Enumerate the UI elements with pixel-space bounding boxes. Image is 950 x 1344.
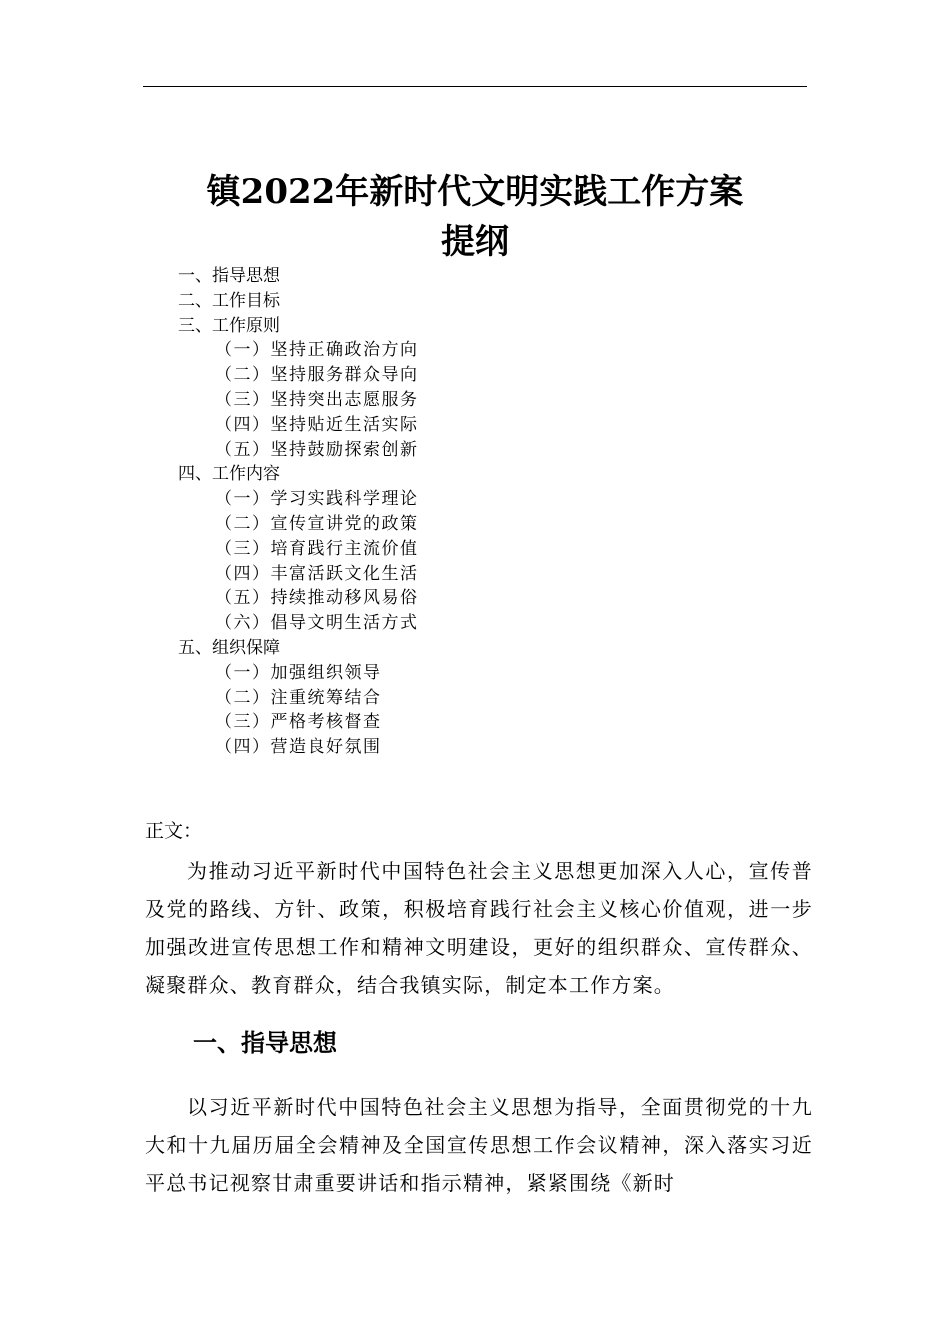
outline-heading: 五、组织保障 [178, 638, 280, 658]
outline-subitem: （二）宣传宣讲党的政策 [215, 514, 419, 534]
outline-subitem: （一）加强组织领导 [215, 662, 382, 683]
outline-subitem: （五）坚持鼓励探索创新 [215, 439, 419, 460]
document-title: 镇2022年新时代文明实践工作方案 [206, 172, 744, 212]
document-subtitle: 提纲 [441, 222, 509, 262]
outline-subitem: （二）注重统筹结合 [215, 687, 382, 708]
outline-subitem: （三）培育践行主流价值 [215, 538, 419, 559]
outline-subitem: （二）坚持服务群众导向 [215, 365, 419, 386]
outline-subitem: （一）坚持正确政治方向 [215, 340, 419, 361]
outline-heading: 四、工作内容 [178, 464, 280, 485]
section-heading-guiding-ideology: 一、指导思想 [193, 1029, 337, 1057]
outline-subitem: （六）倡导文明生活方式 [215, 613, 419, 634]
outline-subitem: （三）坚持突出志愿服务 [215, 390, 419, 410]
intro-paragraph: 为推动习近平新时代中国特色社会主义思想更加深入人心，宣传普及党的路线、方针、政策，积极培育践行社会主义核心价值观，进一步加强改进宣传思想工作和精神文明建设，更好的组织群众、宣传群众、凝聚群众、教育群众，结合我镇实际，制定本工作方案。 [145, 859, 813, 997]
outline-subitem: （一）学习实践科学理论 [215, 489, 419, 510]
outline-heading: 三、工作原则 [178, 315, 280, 336]
outline-subitem: （五）持续推动移风易俗 [215, 588, 419, 609]
outline-subitem: （四）坚持贴近生活实际 [215, 414, 419, 435]
outline-heading: 二、工作目标 [178, 290, 280, 311]
body-label: 正文： [145, 820, 203, 842]
outline-subitem: （四）丰富活跃文化生活 [215, 563, 419, 584]
outline-subitem: （四）营造良好氛围 [215, 737, 382, 758]
header-rule [143, 86, 807, 87]
section1-paragraph: 以习近平新时代中国特色社会主义思想为指导，全面贯彻党的十九大和十九届历届全会精神及全国宣传思想工作会议精神，深入落实习近平总书记视察甘肃重要讲话和指示精神，紧紧围绕《新时 [145, 1095, 813, 1195]
outline-heading: 一、指导思想 [178, 266, 280, 286]
outline-subitem: （三）严格考核督查 [215, 712, 382, 733]
